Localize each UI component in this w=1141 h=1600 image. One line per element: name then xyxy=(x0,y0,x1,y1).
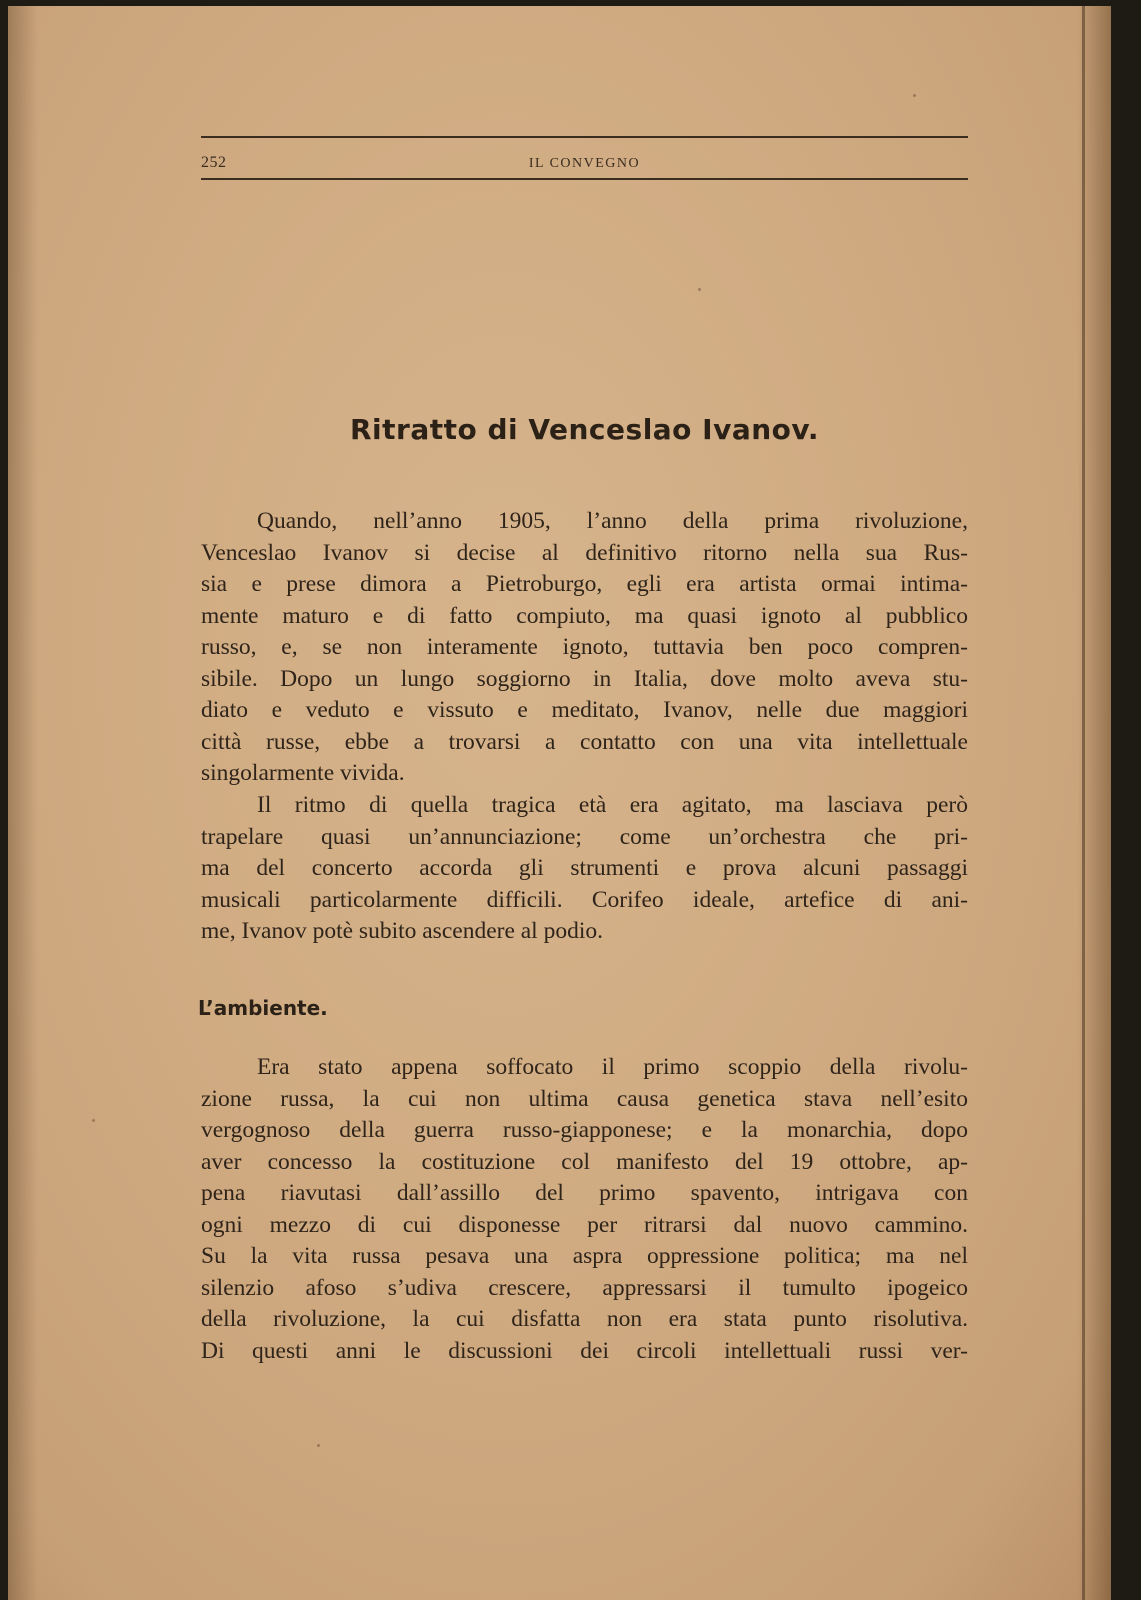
text-line: Venceslao Ivanov si decise al definitivo ritorno nella sua Rus- xyxy=(201,539,968,566)
running-head xyxy=(201,154,968,176)
text-line: zione russa, la cui non ultima causa genetica stava nell’esito xyxy=(201,1085,968,1112)
text-line: singolarmente vivida. xyxy=(201,760,405,786)
text-line: Quando, nell’anno 1905, l’anno della prima rivoluzione, xyxy=(257,508,968,534)
page-number: 252 xyxy=(201,154,227,171)
text-line: diato e veduto e vissuto e meditato, Ivanov, nelle due maggiori xyxy=(201,697,968,723)
paragraph-1 xyxy=(201,506,968,790)
text-line: Il ritmo di quella tragica età era agitato, ma lasciava però xyxy=(257,792,968,818)
paper-speck xyxy=(913,94,916,97)
article-title: Ritratto di Venceslao Ivanov. xyxy=(349,413,820,446)
journal-title: IL CONVEGNO xyxy=(528,156,641,171)
paragraph-3 xyxy=(201,1052,968,1367)
text-line: Su la vita russa pesava una aspra oppressione politica; ma nel xyxy=(201,1243,968,1269)
binding-shadow xyxy=(1082,6,1085,1600)
text-line: vergognoso della guerra russo-giapponese; e la monarchia, dopo xyxy=(201,1117,968,1143)
paragraph-2 xyxy=(201,790,968,948)
text-line: musicali particolarmente difficili. Corifeo ideale, artefice di ani- xyxy=(201,886,968,913)
text-line: silenzio afoso s’udiva crescere, appressarsi il tumulto ipogeico xyxy=(201,1274,968,1301)
section-heading: L’ambiente. xyxy=(198,996,328,1020)
text-line: della rivoluzione, la cui disfatta non era stata punto risolutiva. xyxy=(201,1306,968,1332)
header-rule-bottom xyxy=(201,178,968,180)
book-page xyxy=(8,6,1111,1600)
text-line: sia e prese dimora a Pietroburgo, egli era artista ormai intima- xyxy=(201,571,968,597)
header-rule-top xyxy=(201,136,968,138)
text-line: mente maturo e di fatto compiuto, ma quasi ignoto al pubblico xyxy=(201,602,968,629)
text-line: ogni mezzo di cui disponesse per ritrarsi dal nuovo cammino. xyxy=(201,1211,968,1238)
text-line: me, Ivanov potè subito ascendere al podio. xyxy=(201,918,603,944)
text-line: sibile. Dopo un lungo soggiorno in Italia, dove molto aveva stu- xyxy=(201,665,968,692)
text-line: russo, e, se non interamente ignoto, tuttavia ben poco compren- xyxy=(201,634,968,660)
text-line: pena riavutasi dall’assillo del primo spavento, intrigava con xyxy=(201,1180,968,1206)
paper-speck xyxy=(317,1444,320,1447)
text-line: Di questi anni le discussioni dei circoli intellettuali russi ver- xyxy=(201,1337,968,1364)
text-line: ma del concerto accorda gli strumenti e prova alcuni passaggi xyxy=(201,855,968,881)
text-line: Era stato appena soffocato il primo scoppio della rivolu- xyxy=(257,1054,968,1080)
text-line: città russe, ebbe a trovarsi a contatto con una vita intellettuale xyxy=(201,728,968,755)
text-line: aver concesso la costituzione col manifesto del 19 ottobre, ap- xyxy=(201,1148,968,1175)
paper-speck xyxy=(698,288,701,291)
paper-speck xyxy=(92,1119,95,1122)
text-line: trapelare quasi un’annunciazione; come un’orchestra che pri- xyxy=(201,823,968,850)
